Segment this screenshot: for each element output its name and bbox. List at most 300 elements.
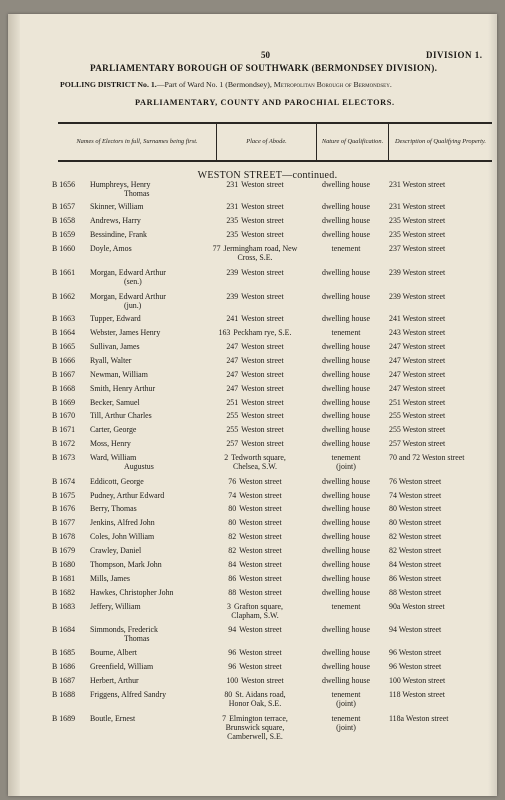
elector-name [90, 216, 141, 225]
elector-abode [208, 356, 302, 365]
elector-number: B 1689 [52, 714, 76, 723]
elector-number: B 1670 [52, 411, 76, 420]
elector-name-line1: Friggens, Alfred Sandry [90, 690, 167, 699]
elector-number: B 1664 [52, 328, 76, 337]
elector-abode-number: 84 [228, 560, 237, 569]
elector-qualification [308, 676, 384, 685]
elector-qualification [308, 342, 384, 351]
elector-qualification [308, 518, 384, 527]
elector-number: B 1662 [52, 292, 76, 301]
elector-qualification-line1: dwelling house [322, 292, 370, 301]
elector-abode-line2: Clapham, S.W. [231, 611, 279, 620]
elector-name-line2: Thomas [124, 634, 150, 643]
elector-property: 231 Weston street [389, 202, 446, 211]
elector-name [90, 202, 144, 211]
elector-qualification-line1: tenement [331, 244, 361, 253]
elector-abode-number: 255 [226, 425, 239, 434]
elector-abode [208, 370, 302, 379]
elector-number: B 1680 [52, 560, 76, 569]
elector-qualification-line1: dwelling house [322, 560, 370, 569]
elector-property: 251 Weston street [389, 398, 446, 407]
elector-name [90, 244, 132, 253]
borough-title: PARLIAMENTARY BOROUGH OF SOUTHWARK (BERMONDSEY DIVISION). [90, 63, 438, 73]
elector-qualification-line1: dwelling house [322, 216, 370, 225]
elector-abode-line1: Weston street [241, 439, 284, 448]
elector-abode-number: 231 [226, 180, 239, 189]
elector-abode-number: 163 [218, 328, 231, 337]
elector-name [90, 491, 164, 500]
elector-property: 76 Weston street [389, 477, 442, 486]
elector-qualification-line1: dwelling house [322, 504, 370, 513]
elector-abode [208, 546, 302, 555]
elector-number: B 1665 [52, 342, 76, 351]
elector-number: B 1674 [52, 477, 76, 486]
elector-name [90, 384, 155, 393]
elector-abode [208, 574, 302, 583]
elector-qualification-line1: dwelling house [322, 411, 370, 420]
elector-abode-number: 235 [226, 230, 239, 239]
elector-qualification-line1: dwelling house [322, 574, 370, 583]
elector-abode-line1: Weston street [241, 216, 284, 225]
elector-abode-line1: Weston street [239, 491, 282, 500]
elector-qualification-line1: dwelling house [322, 439, 370, 448]
elector-name-line1: Webster, James Henry [90, 328, 161, 337]
elector-name [90, 439, 131, 448]
elector-property: 80 Weston street [389, 518, 442, 527]
elector-qualification-line1: tenement [331, 602, 361, 611]
elector-abode-line1: Tedworth square, [231, 453, 286, 462]
elector-name [90, 546, 141, 555]
elector-name [90, 398, 140, 407]
elector-qualification [308, 425, 384, 434]
elector-qualification [308, 690, 384, 708]
elector-abode-line1: Weston street [241, 292, 284, 301]
elector-number: B 1687 [52, 676, 76, 685]
elector-name-line1: Till, Arthur Charles [90, 411, 152, 420]
elector-number: B 1679 [52, 546, 76, 555]
elector-name-line1: Carter, George [90, 425, 137, 434]
elector-abode-line2: Chelsea, S.W. [233, 462, 277, 471]
column-header-abode: Place of Abode. [216, 124, 316, 160]
elector-abode [208, 662, 302, 671]
elector-property: 231 Weston street [389, 180, 446, 189]
elector-name-line1: Smith, Henry Arthur [90, 384, 156, 393]
elector-qualification [308, 398, 384, 407]
elector-abode-number: 82 [228, 532, 237, 541]
elector-name-line1: Sullivan, James [90, 342, 140, 351]
elector-qualification-line1: dwelling house [322, 491, 370, 500]
elector-qualification-line1: dwelling house [322, 202, 370, 211]
elector-abode [208, 202, 302, 211]
elector-name [90, 504, 137, 513]
elector-number: B 1688 [52, 690, 76, 699]
elector-property: 96 Weston street [389, 662, 442, 671]
elector-property: 257 Weston street [389, 439, 446, 448]
column-header-property: Description of Qualifying Property. [388, 124, 492, 160]
elector-abode-number: 247 [226, 356, 239, 365]
elector-abode-number: 235 [226, 216, 239, 225]
elector-number: B 1659 [52, 230, 76, 239]
elector-name-line1: Humphreys, Henry [90, 180, 151, 189]
elector-number: B 1661 [52, 268, 76, 277]
elector-number: B 1666 [52, 356, 76, 365]
polling-district-borough: Metropolitan Borough of Bermondsey. [273, 80, 392, 89]
elector-name-line1: Thompson, Mark John [90, 560, 162, 569]
elector-qualification [308, 602, 384, 611]
elector-abode-number: 257 [226, 439, 239, 448]
elector-property: 247 Weston street [389, 370, 446, 379]
elector-qualification-line1: tenement [331, 690, 361, 699]
elector-abode-number: 74 [228, 491, 237, 500]
elector-abode [208, 518, 302, 527]
elector-abode-number: 231 [226, 202, 239, 211]
elector-qualification-line1: dwelling house [322, 384, 370, 393]
elector-abode [208, 648, 302, 657]
elector-abode [208, 342, 302, 351]
elector-qualification-line1: dwelling house [322, 370, 370, 379]
elector-name [90, 602, 141, 611]
elector-qualification [308, 504, 384, 513]
elector-property: 118a Weston street [389, 714, 449, 723]
elector-abode [208, 439, 302, 448]
elector-abode-line1: Weston street [239, 532, 282, 541]
elector-number: B 1682 [52, 588, 76, 597]
elector-name-line1: Becker, Samuel [90, 398, 140, 407]
elector-abode-line2: Brunswick square, [225, 723, 285, 732]
elector-name-line1: Boutle, Ernest [90, 714, 136, 723]
elector-name-line1: Mills, James [90, 574, 130, 583]
elector-property: 243 Weston street [389, 328, 446, 337]
elector-abode [208, 504, 302, 513]
elector-property: 235 Weston street [389, 216, 446, 225]
elector-abode-line1: Weston street [241, 425, 284, 434]
elector-name [90, 662, 153, 671]
elector-property: 70 and 72 Weston street [389, 453, 465, 462]
elector-abode-number: 7 [222, 714, 227, 723]
elector-qualification-line1: dwelling house [322, 398, 370, 407]
elector-number: B 1678 [52, 532, 76, 541]
elector-abode-number: 82 [228, 546, 237, 555]
elector-abode-line2: Cross, S.E. [237, 253, 273, 262]
elector-name [90, 314, 141, 323]
elector-name-line1: Crawley, Daniel [90, 546, 142, 555]
elector-qualification [308, 588, 384, 597]
elector-abode-line1: Weston street [241, 356, 284, 365]
elector-qualification [308, 662, 384, 671]
elector-qualification-line2: (joint) [336, 723, 356, 732]
elector-qualification [308, 328, 384, 337]
elector-name [90, 356, 131, 365]
elector-property: 84 Weston street [389, 560, 442, 569]
elector-abode-number: 251 [226, 398, 239, 407]
elector-abode-number: 2 [224, 453, 229, 462]
polling-district-ward: —Part of Ward No. 1 (Bermondsey), [156, 80, 272, 89]
elector-abode [208, 244, 302, 262]
elector-number: B 1684 [52, 625, 76, 634]
elector-qualification-line1: tenement [331, 328, 361, 337]
column-header-names: Names of Electors in full, Surnames being first. [76, 138, 198, 145]
elector-number: B 1671 [52, 425, 76, 434]
elector-name-line1: Moss, Henry [90, 439, 131, 448]
elector-abode-line1: Weston street [241, 676, 284, 685]
elector-property: 255 Weston street [389, 411, 446, 420]
elector-abode-line1: Weston street [239, 625, 282, 634]
elector-qualification [308, 714, 384, 732]
elector-abode [208, 398, 302, 407]
elector-name-line1: Herbert, Arthur [90, 676, 139, 685]
elector-property: 255 Weston street [389, 425, 446, 434]
polling-district-line [60, 80, 392, 89]
elector-number: B 1667 [52, 370, 76, 379]
elector-abode-line1: Weston street [241, 202, 284, 211]
elector-abode-number: 3 [226, 602, 231, 611]
elector-abode-number: 80 [224, 690, 233, 699]
elector-qualification-line1: dwelling house [322, 268, 370, 277]
column-header [58, 122, 492, 162]
elector-abode [208, 268, 302, 277]
elector-abode-number: 76 [228, 477, 237, 486]
polling-district-number: POLLING DISTRICT No. 1. [60, 80, 157, 89]
elector-qualification-line1: dwelling house [322, 625, 370, 634]
elector-qualification-line1: tenement [331, 714, 361, 723]
elector-abode-line1: Weston street [239, 518, 282, 527]
elector-qualification [308, 648, 384, 657]
elector-name [90, 292, 166, 310]
elector-property: 118 Weston street [389, 690, 445, 699]
elector-abode-line1: Weston street [239, 560, 282, 569]
elector-abode [208, 230, 302, 239]
elector-name [90, 560, 162, 569]
elector-abode [208, 314, 302, 323]
elector-abode [208, 676, 302, 685]
elector-name [90, 676, 139, 685]
elector-number: B 1673 [52, 453, 76, 462]
elector-name [90, 532, 154, 541]
elector-qualification-line1: dwelling house [322, 477, 370, 486]
elector-abode-line1: Weston street [241, 411, 284, 420]
elector-qualification-line1: dwelling house [322, 314, 370, 323]
elector-abode-number: 86 [228, 574, 237, 583]
elector-name [90, 625, 158, 643]
elector-property: 237 Weston street [389, 244, 446, 253]
elector-qualification-line1: dwelling house [322, 662, 370, 671]
elector-name-line1: Hawkes, Christopher John [90, 588, 174, 597]
elector-qualification [308, 384, 384, 393]
elector-property: 90a Weston street [389, 602, 445, 611]
elector-abode-line1: Weston street [239, 574, 282, 583]
column-header-qualification: Nature of Qualification. [316, 124, 388, 160]
elector-qualification-line1: dwelling house [322, 648, 370, 657]
elector-number: B 1657 [52, 202, 76, 211]
elector-name-line1: Bourne, Albert [90, 648, 137, 657]
elector-abode [208, 453, 302, 471]
elector-qualification [308, 625, 384, 634]
elector-abode-line1: Weston street [239, 648, 282, 657]
elector-abode [208, 180, 302, 189]
elector-name-line1: Newman, William [90, 370, 148, 379]
elector-property: 100 Weston street [389, 676, 446, 685]
elector-name-line1: Eddicott, George [90, 477, 144, 486]
elector-abode [208, 292, 302, 301]
elector-property: 80 Weston street [389, 504, 442, 513]
elector-abode-line1: Weston street [239, 662, 282, 671]
elector-number: B 1668 [52, 384, 76, 393]
elector-abode-line1: Weston street [241, 342, 284, 351]
elector-qualification [308, 216, 384, 225]
division-label: DIVISION 1. [426, 50, 483, 60]
elector-number: B 1676 [52, 504, 76, 513]
elector-abode-number: 247 [226, 384, 239, 393]
elector-qualification [308, 574, 384, 583]
elector-name-line1: Ward, William [90, 453, 137, 462]
elector-property: 247 Weston street [389, 356, 446, 365]
elector-property: 247 Weston street [389, 342, 446, 351]
elector-property: 82 Weston street [389, 546, 442, 555]
elector-abode-line1: Weston street [241, 314, 284, 323]
elector-abode-line1: Jermingham road, New [223, 244, 298, 253]
elector-qualification-line1: dwelling house [322, 180, 370, 189]
elector-abode [208, 602, 302, 620]
elector-qualification-line1: dwelling house [322, 676, 370, 685]
elector-name [90, 411, 152, 420]
elector-abode [208, 425, 302, 434]
elector-abode [208, 588, 302, 597]
elector-qualification-line1: dwelling house [322, 532, 370, 541]
elector-number: B 1677 [52, 518, 76, 527]
elector-qualification [308, 453, 384, 471]
elector-qualification-line1: dwelling house [322, 342, 370, 351]
elector-abode-line1: Grafton square, [233, 602, 284, 611]
elector-name-line1: Pudney, Arthur Edward [90, 491, 165, 500]
elector-property: 239 Weston street [389, 292, 446, 301]
elector-number: B 1663 [52, 314, 76, 323]
elector-abode [208, 532, 302, 541]
elector-name-line2: Thomas [124, 189, 150, 198]
elector-name [90, 342, 140, 351]
elector-abode-number: 80 [228, 518, 237, 527]
elector-qualification [308, 356, 384, 365]
elector-qualification [308, 411, 384, 420]
elector-name [90, 477, 144, 486]
elector-abode-number: 96 [228, 648, 237, 657]
elector-name [90, 230, 147, 239]
electors-subtitle: PARLIAMENTARY, COUNTY AND PAROCHIAL ELECTORS. [135, 98, 395, 107]
elector-property: 94 Weston street [389, 625, 442, 634]
section-title: WESTON STREET—continued. [197, 170, 338, 181]
elector-number: B 1656 [52, 180, 76, 189]
elector-abode-number: 88 [228, 588, 237, 597]
elector-name-line1: Greenfield, William [90, 662, 154, 671]
elector-number: B 1685 [52, 648, 76, 657]
elector-abode-line1: Weston street [239, 588, 282, 597]
elector-abode [208, 411, 302, 420]
elector-abode-line1: Weston street [241, 384, 284, 393]
elector-qualification-line1: dwelling house [322, 230, 370, 239]
elector-abode-number: 100 [226, 676, 239, 685]
elector-name-line1: Simmonds, Frederick [90, 625, 158, 634]
elector-property: 247 Weston street [389, 384, 446, 393]
elector-abode-number: 94 [228, 625, 237, 634]
elector-qualification-line2: (joint) [336, 462, 356, 471]
elector-property: 96 Weston street [389, 648, 442, 657]
elector-qualification [308, 314, 384, 323]
elector-qualification-line1: tenement [331, 453, 361, 462]
elector-property: 241 Weston street [389, 314, 446, 323]
elector-abode-line2: Honor Oak, S.E. [228, 699, 282, 708]
elector-name [90, 574, 130, 583]
elector-qualification [308, 230, 384, 239]
elector-qualification-line1: dwelling house [322, 425, 370, 434]
elector-name [90, 690, 166, 699]
elector-name-line2: Augustus [124, 462, 154, 471]
elector-number: B 1686 [52, 662, 76, 671]
elector-qualification-line1: dwelling house [322, 546, 370, 555]
elector-abode-number: 239 [226, 292, 239, 301]
elector-abode-line1: Peckham rye, S.E. [233, 328, 292, 337]
elector-name [90, 518, 155, 527]
elector-qualification-line1: dwelling house [322, 518, 370, 527]
elector-qualification [308, 439, 384, 448]
elector-name-line1: Coles, John William [90, 532, 155, 541]
elector-abode-number: 239 [226, 268, 239, 277]
elector-qualification-line2: (joint) [336, 699, 356, 708]
elector-qualification-line1: dwelling house [322, 356, 370, 365]
elector-name-line2: (jun.) [124, 301, 142, 310]
elector-property: 74 Weston street [389, 491, 442, 500]
elector-abode-line1: Weston street [239, 477, 282, 486]
elector-name [90, 648, 137, 657]
page-number: 50 [261, 50, 270, 60]
elector-property: 82 Weston street [389, 532, 442, 541]
elector-qualification [308, 370, 384, 379]
elector-name-line1: Bessindine, Frank [90, 230, 147, 239]
elector-abode-number: 77 [212, 244, 221, 253]
elector-name-line1: Skinner, William [90, 202, 144, 211]
elector-abode [208, 477, 302, 486]
elector-property: 239 Weston street [389, 268, 446, 277]
elector-abode-number: 247 [226, 342, 239, 351]
elector-name [90, 268, 166, 286]
elector-abode-line3: Camberwell, S.E. [227, 732, 283, 741]
elector-qualification [308, 532, 384, 541]
elector-property: 235 Weston street [389, 230, 446, 239]
elector-abode [208, 491, 302, 500]
elector-name-line1: Berry, Thomas [90, 504, 137, 513]
elector-number: B 1658 [52, 216, 76, 225]
elector-abode [208, 384, 302, 393]
elector-abode [208, 560, 302, 569]
elector-qualification [308, 292, 384, 301]
elector-name-line1: Doyle, Amos [90, 244, 132, 253]
elector-abode-number: 241 [226, 314, 239, 323]
elector-abode-line1: Weston street [241, 398, 284, 407]
elector-abode-line1: Weston street [239, 546, 282, 555]
elector-property: 88 Weston street [389, 588, 442, 597]
elector-qualification [308, 491, 384, 500]
elector-name-line1: Jeffery, William [90, 602, 141, 611]
elector-qualification [308, 546, 384, 555]
elector-number: B 1660 [52, 244, 76, 253]
page-fold-shadow [488, 14, 497, 796]
elector-property: 86 Weston street [389, 574, 442, 583]
elector-qualification [308, 180, 384, 189]
elector-qualification [308, 268, 384, 277]
elector-abode [208, 690, 302, 708]
elector-name-line1: Ryall, Walter [90, 356, 132, 365]
elector-name-line1: Morgan, Edward Arthur [90, 292, 166, 301]
elector-abode-number: 247 [226, 370, 239, 379]
elector-qualification [308, 560, 384, 569]
